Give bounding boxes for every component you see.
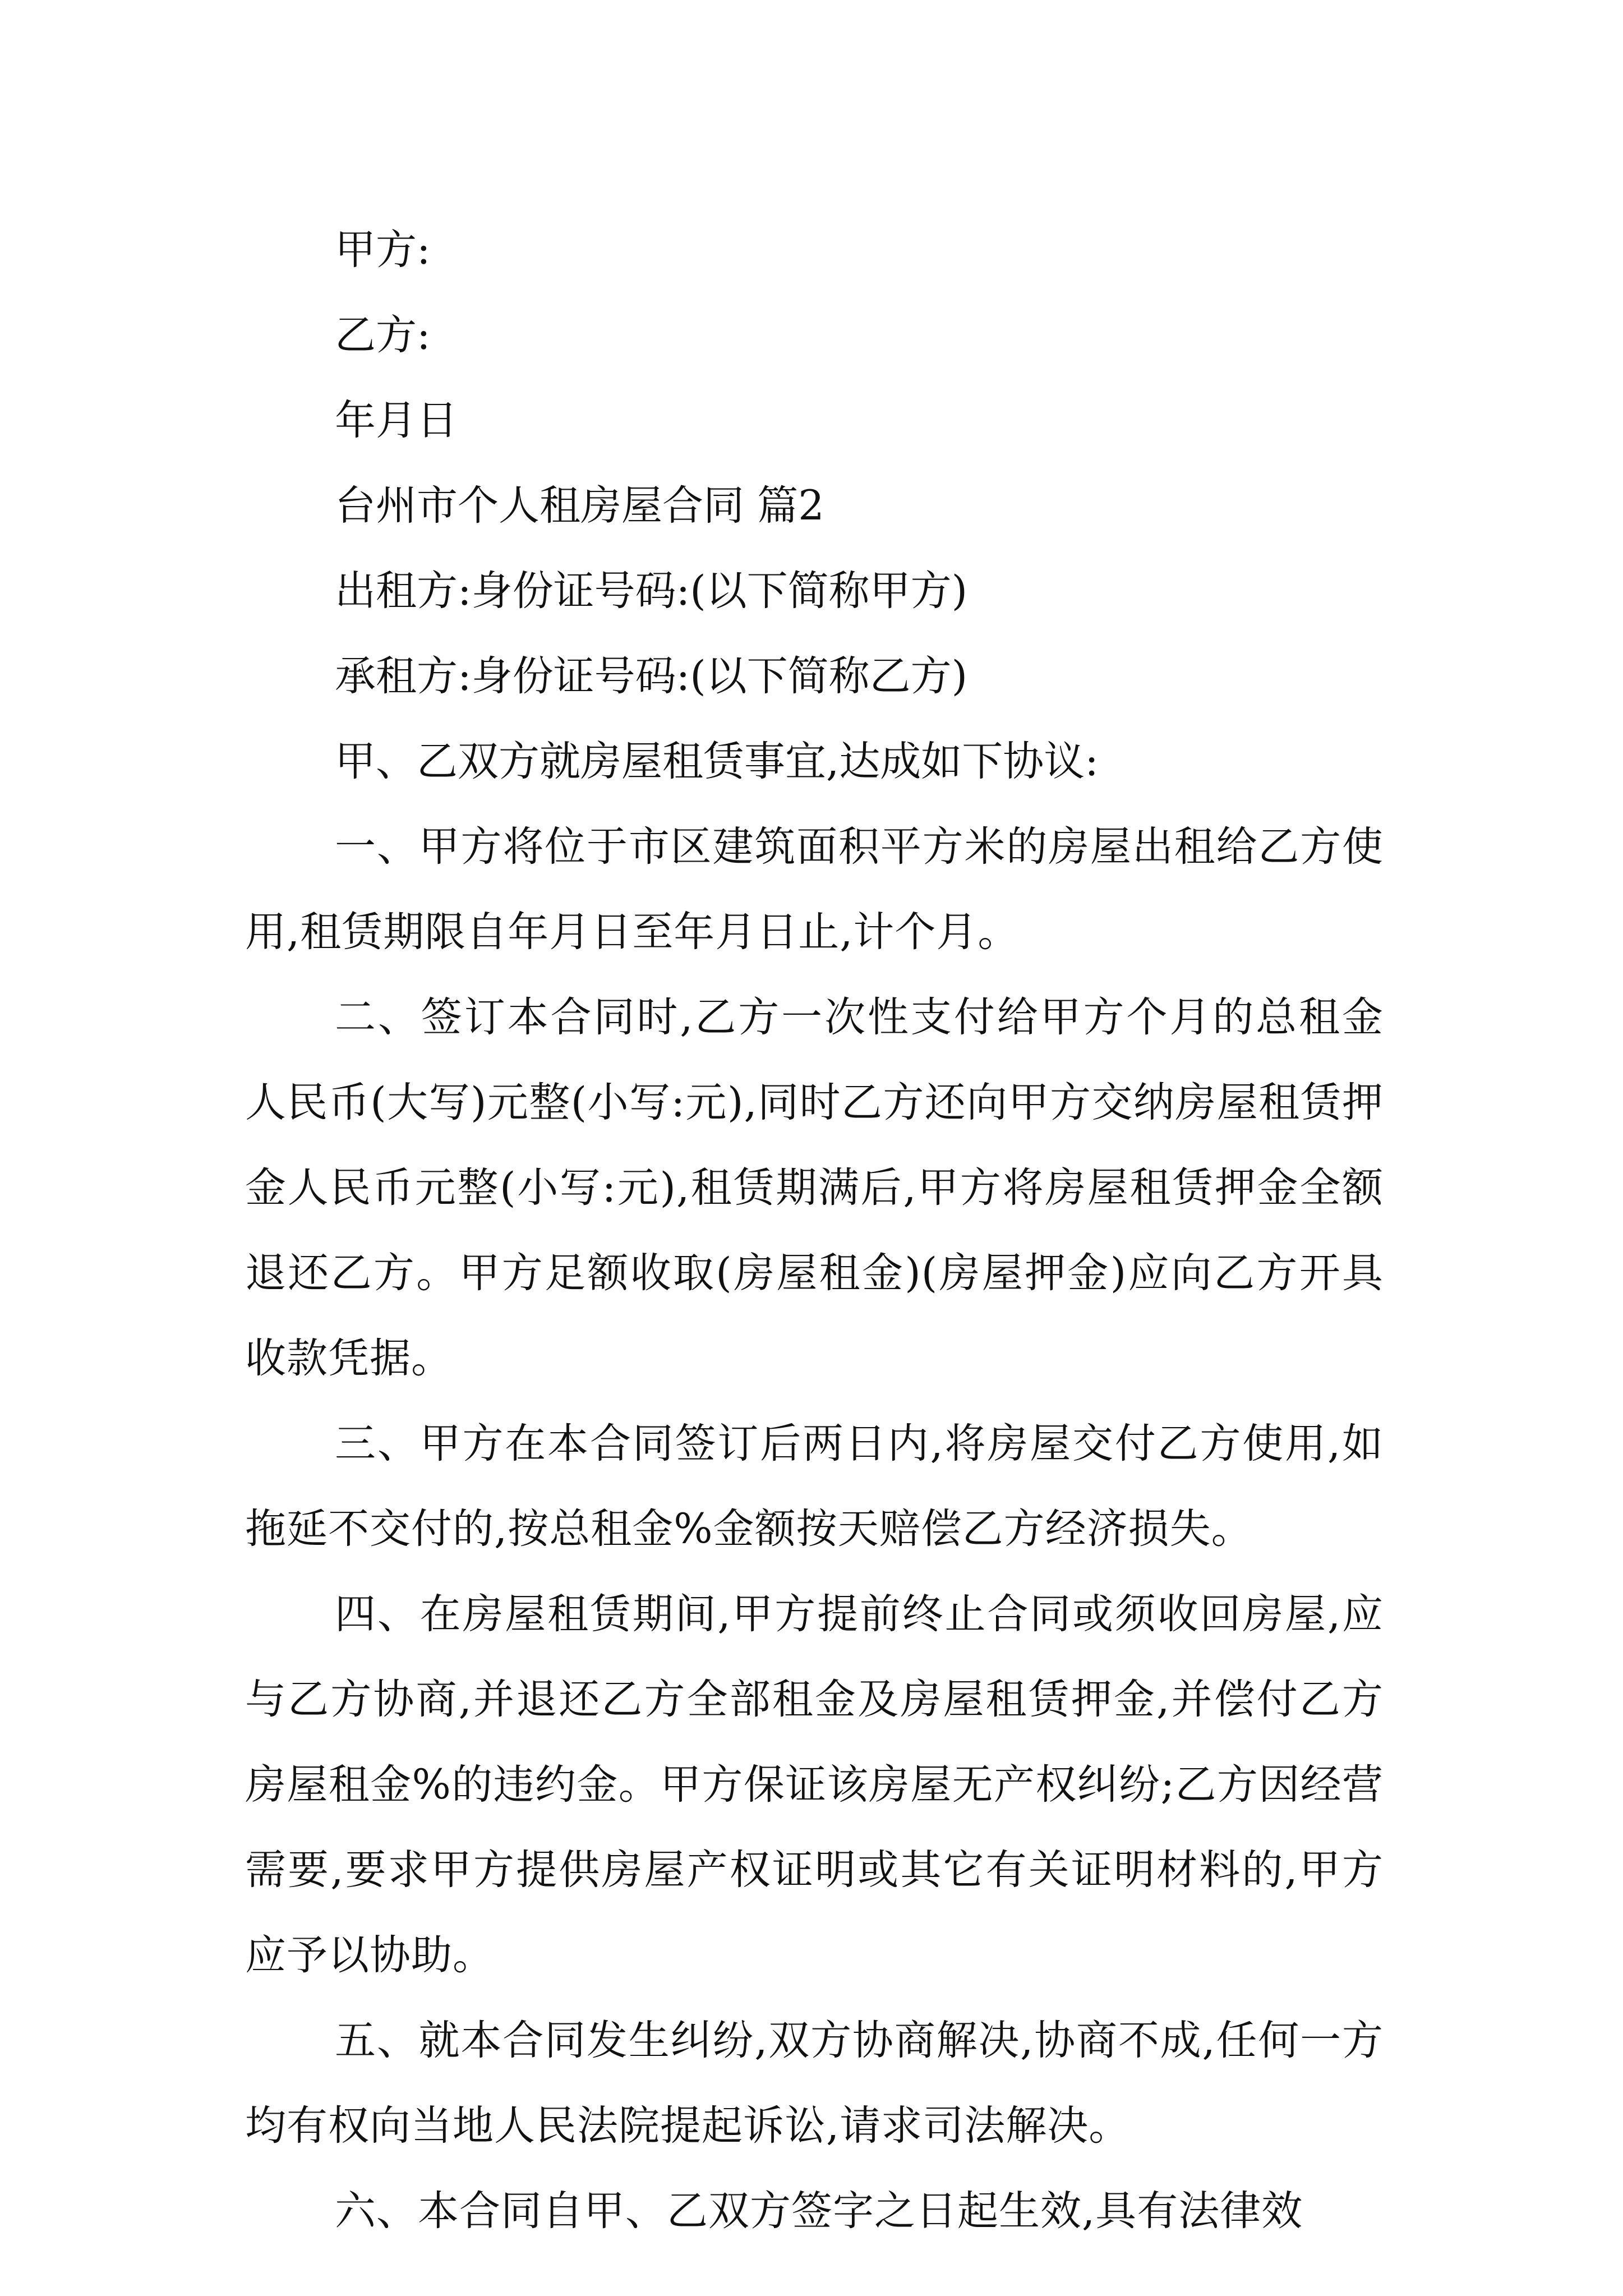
party-b-label: 乙方: (335, 311, 431, 359)
date-line: 年月日 (335, 397, 458, 444)
clause-3: 三、甲方在本合同签订后两日内,将房屋交付乙方使用,如拖延不交付的,按总租金%金额按天赔偿乙方经济损失。 (245, 1420, 1384, 1553)
clause-6: 六、本合同自甲、乙双方签字之日起生效,具有法律效 (335, 2187, 1303, 2235)
document-page (245, 208, 1384, 2254)
contract-title: 台州市个人租房屋合同 篇2 (335, 482, 824, 530)
clause-4: 四、在房屋租赁期间,甲方提前终止合同或须收回房屋,应与乙方协商,并退还乙方全部租金及房屋租赁押金,并偿付乙方房屋租金%的违约金。甲方保证该房屋无产权纠纷;乙方因经营需要,要求甲方提供房屋产权证明或其它有关证明材料的,甲方应予以协助。 (245, 1590, 1384, 1979)
lessee-line: 承租方:身份证号码:(以下简称乙方) (335, 652, 968, 700)
intro-line: 甲、乙双方就房屋租赁事宜,达成如下协议: (335, 738, 1099, 785)
clause-5: 五、就本合同发生纠纷,双方协商解决,协商不成,任何一方均有权向当地人民法院提起诉讼,请求司法解决。 (245, 2017, 1384, 2150)
lessor-line: 出租方:身份证号码:(以下简称甲方) (335, 567, 968, 615)
clause-1: 一、甲方将位于市区建筑面积平方米的房屋出租给乙方使用,租赁期限自年月日至年月日止,计个月。 (245, 823, 1384, 956)
party-a-label: 甲方: (335, 226, 431, 274)
clause-2: 二、签订本合同时,乙方一次性支付给甲方个月的总租金人民币(大写)元整(小写:元),同时乙方还向甲方交纳房屋租赁押金人民币元整(小写:元),租赁期满后,甲方将房屋租赁押金全额退还乙方。甲方足额收取(房屋租金)(房屋押金)应向乙方开具收款凭据。 (245, 993, 1384, 1382)
